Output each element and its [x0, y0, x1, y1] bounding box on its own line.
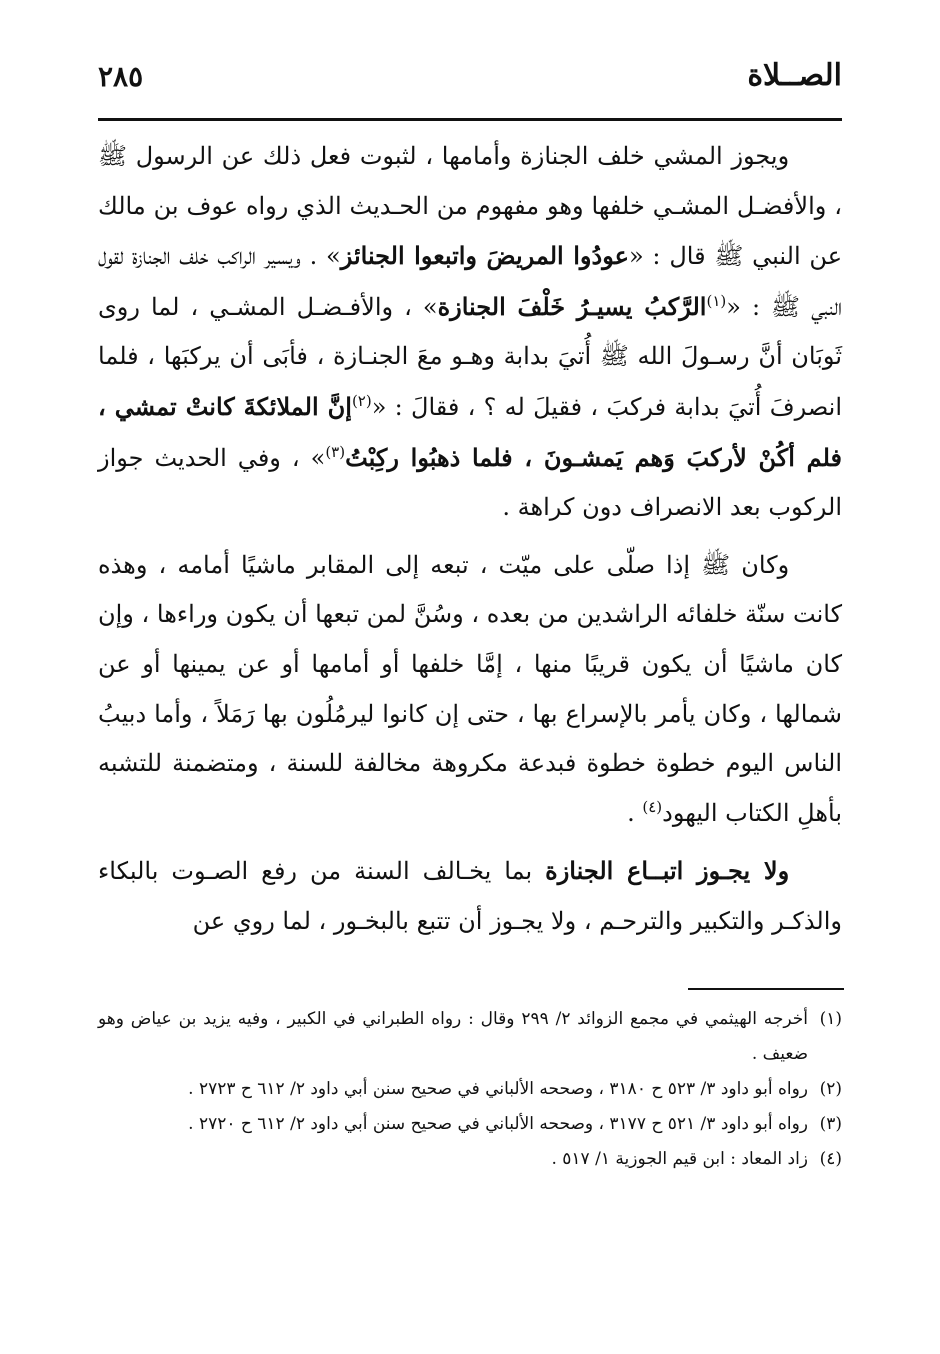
hadith-quote: عودُوا المريضَ واتبعوا الجنائز — [340, 241, 629, 271]
footnote-text: رواه أبو داود ٣/ ٥٢٣ ح ٣١٨٠ ، وصححه الألباني في صحيح سنن أبي داود ٢/ ٦١٢ ح ٢٧٢٣ . — [188, 1079, 808, 1099]
hadith-quote: إنَّ الملائكةَ كانتْ تمشي ، فلم أكُنْ لأركبَ وَهم يَمشـونَ ، فلما ذهبُوا ركِبْتُ — [98, 391, 842, 472]
footnote-number: (٢) — [819, 1079, 842, 1099]
text-segment: » . ويسير الراكب خلف الجنازة لقول النبي ﷺ : « — [98, 242, 843, 321]
footnote-rule — [688, 988, 844, 990]
footnote-3 — [98, 1107, 842, 1142]
page-header — [98, 58, 842, 114]
text-segment: بما يخـالف السنة من رفع الصـوت بالبكاء والذكـر والتكبير والترحـم ، ولا يجـوز أن تتبع بالبخـور ، لما روي عن — [98, 857, 842, 935]
text-segment: » ، والأفـضـل المشـي ، لما روى ثَوبَان أنَّ رسـولَ الله ﷺ أُتيَ بدابة وهـو معَ الجنـازة ، فأبَى أن يركبَها ، فلما انصرفَ أُتيَ بدابة فركبَ ، فقيلَ له ؟ ، فقالَ : « — [98, 292, 843, 421]
footnotes — [98, 1002, 842, 1177]
footnote-marker[interactable]: (٤) — [642, 797, 663, 816]
footnote-text: رواه أبو داود ٣/ ٥٢١ ح ٣١٧٧ ، وصححه الألباني في صحيح سنن أبي داود ٢/ ٦١٢ ح ٢٧٢٠ . — [188, 1114, 808, 1134]
footnote-number: (١) — [819, 1009, 842, 1029]
section-lead: ولا يجـوز اتبــاع الجنازة — [545, 856, 790, 886]
text-segment: وكان ﷺ إذا صلّى على ميّت ، تبعه إلى المقابر ماشيًا أمامه ، وهذه كانت سنّة خلفائه الراشدين من بعده ، وسُنَّ لمن تبعها أن يكون وراءها ، وإن كان ماشيًا أن يكون قريبًا منها ، إمَّا خلفها أو أمامها أو عن يمينها أو عن شمالها ، وكان يأمر بالإسراع بها ، حتى إن كانوا ليرمُلُون بها رَمَلاً ، وأما دبيبُ الناس اليوم خطوة خطوة فبدعة مكروهة مخالفة للسنة ، ومتضمنة للتشبه بأهلِ الكتاب اليهود — [98, 550, 842, 827]
footnote-marker[interactable]: (١) — [706, 291, 727, 310]
footnote-text: زاد المعاد : ابن قيم الجوزية ١/ ٥١٧ . — [551, 1149, 808, 1169]
paragraph-prophet-practice — [98, 541, 842, 839]
paragraph-prohibitions — [98, 846, 842, 946]
footnote-marker[interactable]: (٣) — [325, 442, 346, 461]
running-title: الصــلاة — [747, 58, 842, 93]
footnote-4 — [98, 1142, 842, 1177]
paragraph-walking-with-funeral — [98, 132, 842, 533]
footnote-number: (٤) — [819, 1149, 842, 1169]
text-segment: ويجوز المشي خلف الجنازة وأمامها ، لثبوت فعل ذلك عن الرسول ﷺ ، والأفضـل المشـي خلفها وهو مفهوم من الحـديث الذي رواه عوف بن مالك عن النبي ﷺ قال : « — [98, 142, 843, 271]
footnote-marker[interactable]: (٢) — [351, 391, 372, 410]
footnote-1 — [98, 1002, 842, 1072]
page-number: ٢٨٥ — [98, 60, 144, 93]
body-text — [98, 132, 842, 947]
footnote-number: (٣) — [819, 1114, 842, 1134]
footnote-2 — [98, 1072, 842, 1107]
hadith-quote: الرَّكبُ يسيـرُ خَلْفَ الجنازة — [437, 291, 707, 321]
text-segment: » ، وفي الحديث جواز الركوب بعد الانصراف دون كراهة . — [98, 443, 842, 522]
header-rule — [98, 118, 842, 121]
footnote-text: أخرجه الهيثمي في مجمع الزوائد ٢/ ٢٩٩ وقال : رواه الطبراني في الكبير ، وفيه يزيد بن عياض وهو ضعيف . — [98, 1009, 808, 1064]
text-segment: . — [627, 798, 643, 827]
